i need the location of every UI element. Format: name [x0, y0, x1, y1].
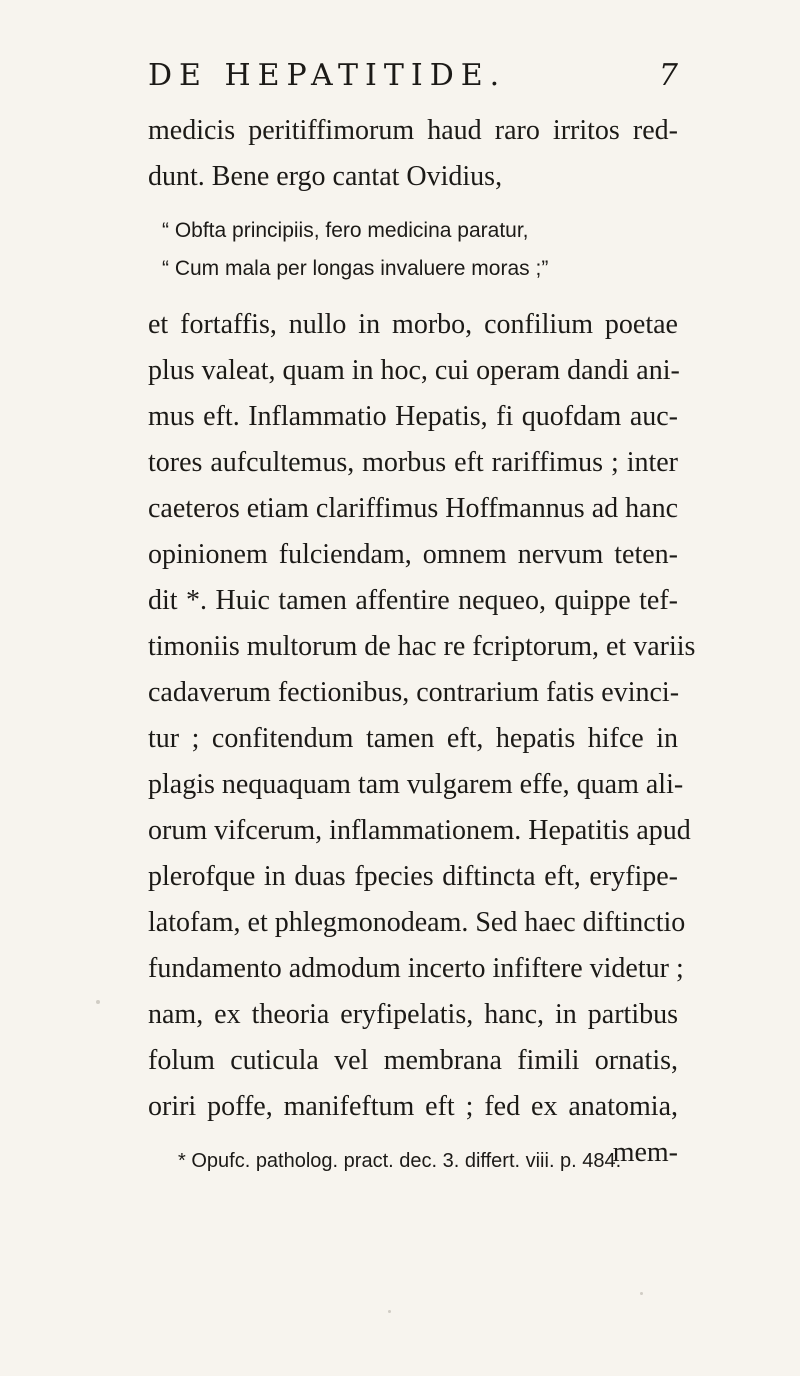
text-line: plerofque in duas fpecies diftincta eft, eryfipe-	[148, 861, 678, 892]
verse-line: “ Cum mala per longas invaluere moras ;”	[162, 257, 549, 280]
text-line: mus eft. Inflammatio Hepatis, fi quofdam auc-	[148, 401, 678, 432]
paper-speck	[640, 1292, 643, 1295]
body-text	[148, 108, 696, 1176]
text-line: orum vifcerum, inflammationem. Hepatitis apud	[148, 815, 691, 846]
paper-speck	[388, 1310, 391, 1313]
footnote: * Opufc. patholog. pract. dec. 3. differt. viii. p. 484.	[178, 1150, 622, 1172]
text-line: latofam, et phlegmonodeam. Sed haec diftinctio	[148, 907, 686, 938]
verse-line: “ Obfta principiis, fero medicina paratur,	[162, 219, 529, 242]
text-line: opinionem fulciendam, omnem nervum teten-	[148, 539, 678, 570]
page-header	[148, 58, 678, 102]
verse-quotation	[148, 212, 678, 288]
text-line: et fortaffis, nullo in morbo, confilium poetae	[148, 309, 678, 340]
text-line: folum cuticula vel membrana fimili ornatis,	[148, 1045, 678, 1076]
text-line: timoniis multorum de hac re fcriptorum, et variis	[148, 631, 696, 662]
running-title: DE HEPATITIDE.	[148, 58, 507, 93]
text-line: tores aufcultemus, morbus eft rariffimus ; inter	[148, 447, 678, 478]
text-line: fundamento admodum incerto infiftere videtur ;	[148, 953, 684, 984]
text-line: cadaverum fectionibus, contrarium fatis evinci-	[148, 677, 680, 708]
text-line: plagis nequaquam tam vulgarem effe, quam ali-	[148, 769, 684, 800]
text-line: plus valeat, quam in hoc, cui operam dandi ani-	[148, 355, 680, 386]
catchword: mem-	[612, 1137, 678, 1168]
page-number: 7	[658, 58, 678, 93]
text-line: dit *. Huic tamen affentire nequeo, quippe tef-	[148, 585, 678, 616]
paper-speck	[96, 1000, 100, 1004]
text-line: caeteros etiam clariffimus Hoffmannus ad hanc	[148, 493, 678, 524]
text-line: dunt. Bene ergo cantat Ovidius,	[148, 161, 503, 192]
text-line: medicis peritiffimorum haud raro irritos red-	[148, 115, 678, 146]
text-line: nam, ex theoria eryfipelatis, hanc, in partibus	[148, 999, 678, 1030]
text-line: tur ; confitendum tamen eft, hepatis hifce in	[148, 723, 678, 754]
text-line: oriri poffe, manifeftum eft ; fed ex anatomia,	[148, 1091, 678, 1122]
